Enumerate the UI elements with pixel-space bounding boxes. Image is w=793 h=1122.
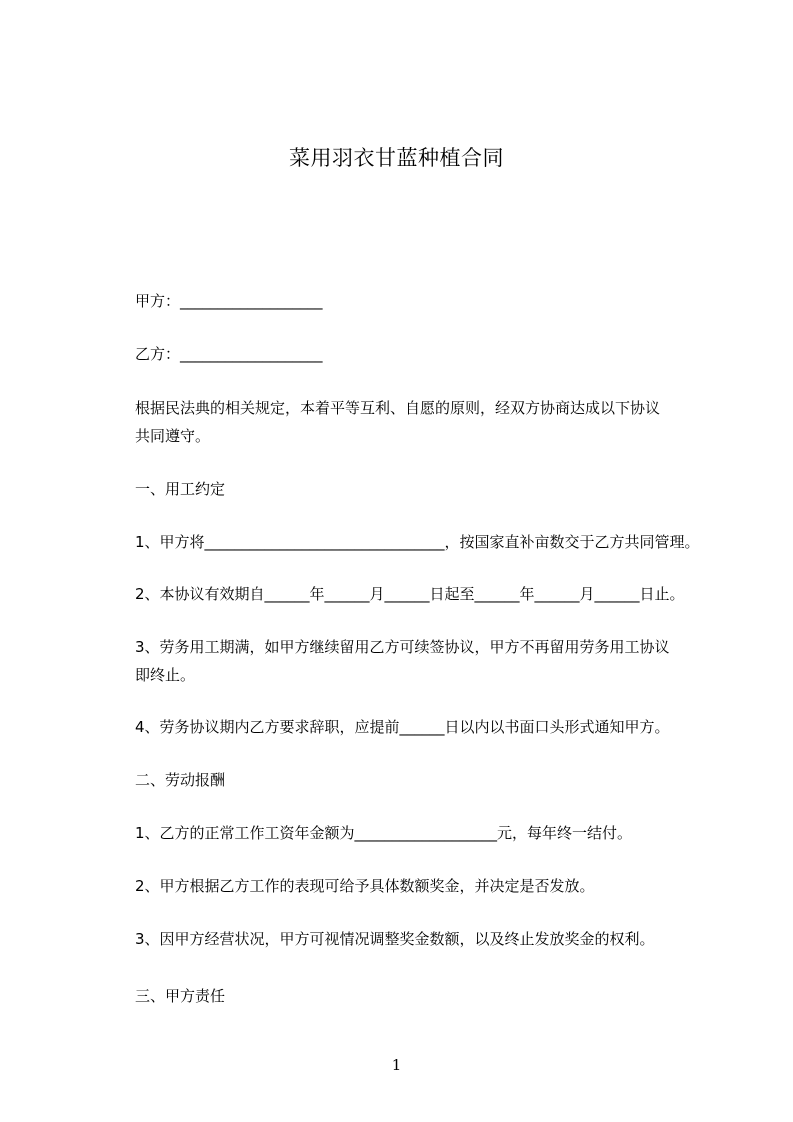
clause-1-3-line-2: 即终止。 bbox=[135, 666, 196, 684]
party-b-line: 乙方：___________________ bbox=[135, 345, 323, 363]
section-heading-1: 一、用工约定 bbox=[135, 480, 226, 498]
intro-paragraph-line-1: 根据民法典的相关规定，本着平等互利、自愿的原则，经双方协商达成以下协议 bbox=[135, 399, 661, 417]
document-title: 菜用羽衣甘蓝种植合同 bbox=[289, 146, 504, 170]
clause-2-2: 2、甲方根据乙方工作的表现可给予具体数额奖金，并决定是否发放。 bbox=[135, 877, 595, 895]
page-number: 1 bbox=[391, 1056, 402, 1074]
intro-paragraph-line-2: 共同遵守。 bbox=[135, 427, 211, 445]
clause-1-3-line-1: 3、劳务用工期满，如甲方继续留用乙方可续签协议，甲方不再留用劳务用工协议 bbox=[135, 638, 670, 656]
clause-2-1: 1、乙方的正常工作工资年金额为___________________元，每年终一结付。 bbox=[135, 824, 633, 842]
section-heading-2: 二、劳动报酬 bbox=[135, 771, 226, 789]
clause-1-4: 4、劳务协议期内乙方要求辞职，应提前______日以内以书面口头形式通知甲方。 bbox=[135, 718, 670, 736]
section-heading-3: 三、甲方责任 bbox=[135, 987, 226, 1005]
clause-1-2: 2、本协议有效期自______年______月______日起至______年______月______日止。 bbox=[135, 585, 685, 603]
clause-1-1: 1、甲方将________________________________，按国家直补亩数交于乙方共同管理。 bbox=[135, 533, 700, 551]
party-a-line: 甲方：___________________ bbox=[135, 292, 323, 310]
clause-2-3: 3、因甲方经营状况，甲方可视情况调整奖金数额，以及终止发放奖金的权利。 bbox=[135, 930, 655, 948]
